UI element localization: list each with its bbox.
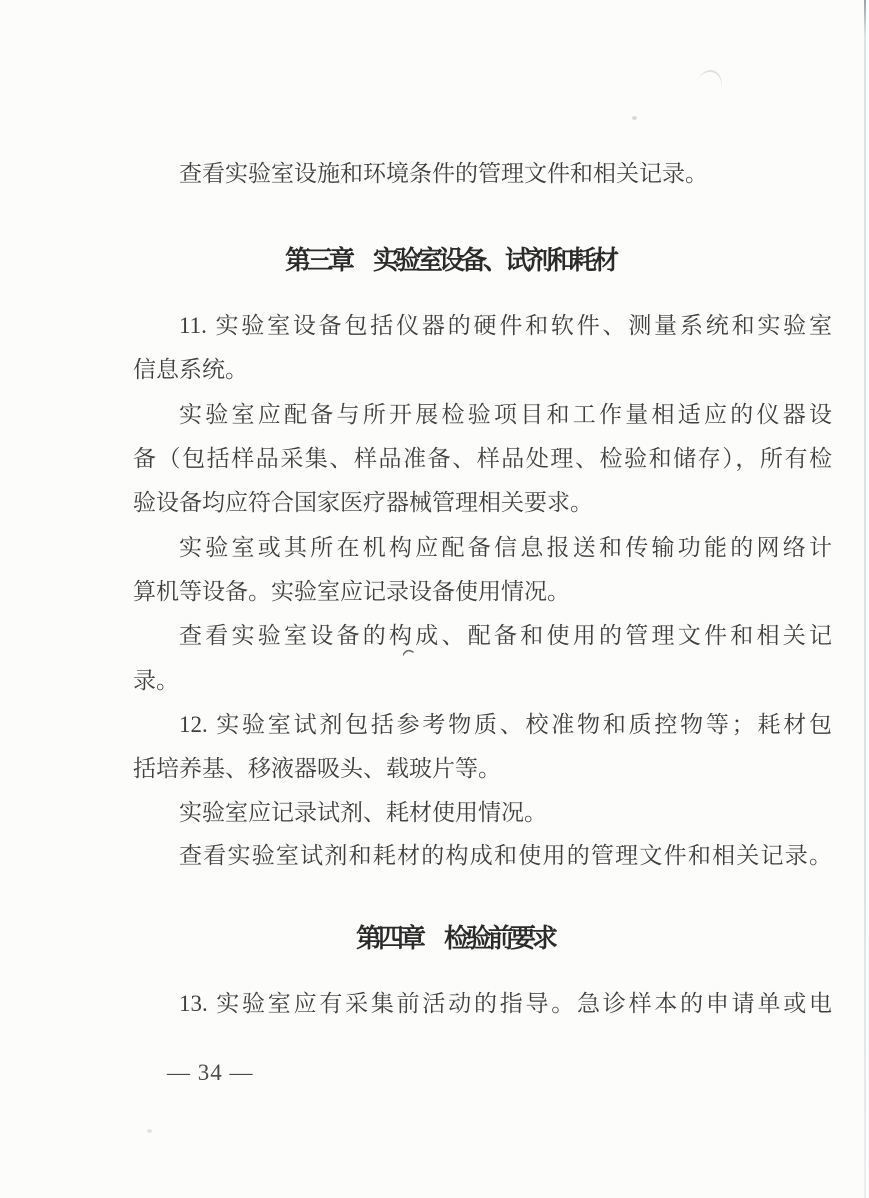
chapter-4-heading: 第四章 检验前要求 [356, 923, 555, 953]
scan-edge-line [864, 0, 866, 1198]
item-11-line-1: 11. 实验室设备包括仪器的硬件和软件、测量系统和实验室 [179, 313, 832, 338]
scan-speck [147, 1129, 152, 1133]
para-equipment-line-2: 备（包括样品采集、样品准备、样品处理、检验和储存），所有检 [133, 446, 832, 471]
item-12-line-1: 12. 实验室试剂包括参考物质、校准物和质控物等；耗材包 [179, 712, 832, 737]
item-11-line-2: 信息系统。 [133, 357, 248, 382]
item-12-line-2: 括培养基、移液器吸头、载玻片等。 [133, 756, 501, 781]
chapter-3-heading: 第三章 实验室设备、试剂和耗材 [285, 245, 616, 275]
para-equipment-line-1: 实验室应配备与所开展检验项目和工作量相适应的仪器设 [179, 402, 832, 427]
para-record-reagents: 实验室应记录试剂、耗材使用情况。 [179, 800, 547, 825]
para-network-line-1: 实验室或其所在机构应配备信息报送和传输功能的网络计 [179, 535, 832, 560]
para-network-line-2: 算机等设备。实验室应记录设备使用情况。 [133, 579, 570, 604]
line-check-facilities: 查看实验室设施和环境条件的管理文件和相关记录。 [179, 161, 708, 186]
scan-speck [632, 116, 637, 120]
para-check-equipment-line-1: 查看实验室设备的构成、配备和使用的管理文件和相关记 [179, 623, 832, 648]
para-check-reagents: 查看实验室试剂和耗材的构成和使用的管理文件和相关记录。 [179, 843, 832, 868]
para-check-equipment-line-2: 录。 [133, 668, 179, 693]
scan-arc-mark [696, 66, 726, 91]
item-13-line-1: 13. 实验室应有采集前活动的指导。急诊样本的申请单或电 [179, 991, 832, 1016]
para-equipment-line-3: 验设备均应符合国家医疗器械管理相关要求。 [133, 490, 593, 515]
scan-tick-mark [403, 648, 414, 656]
page-number: — 34 — [167, 1060, 254, 1085]
